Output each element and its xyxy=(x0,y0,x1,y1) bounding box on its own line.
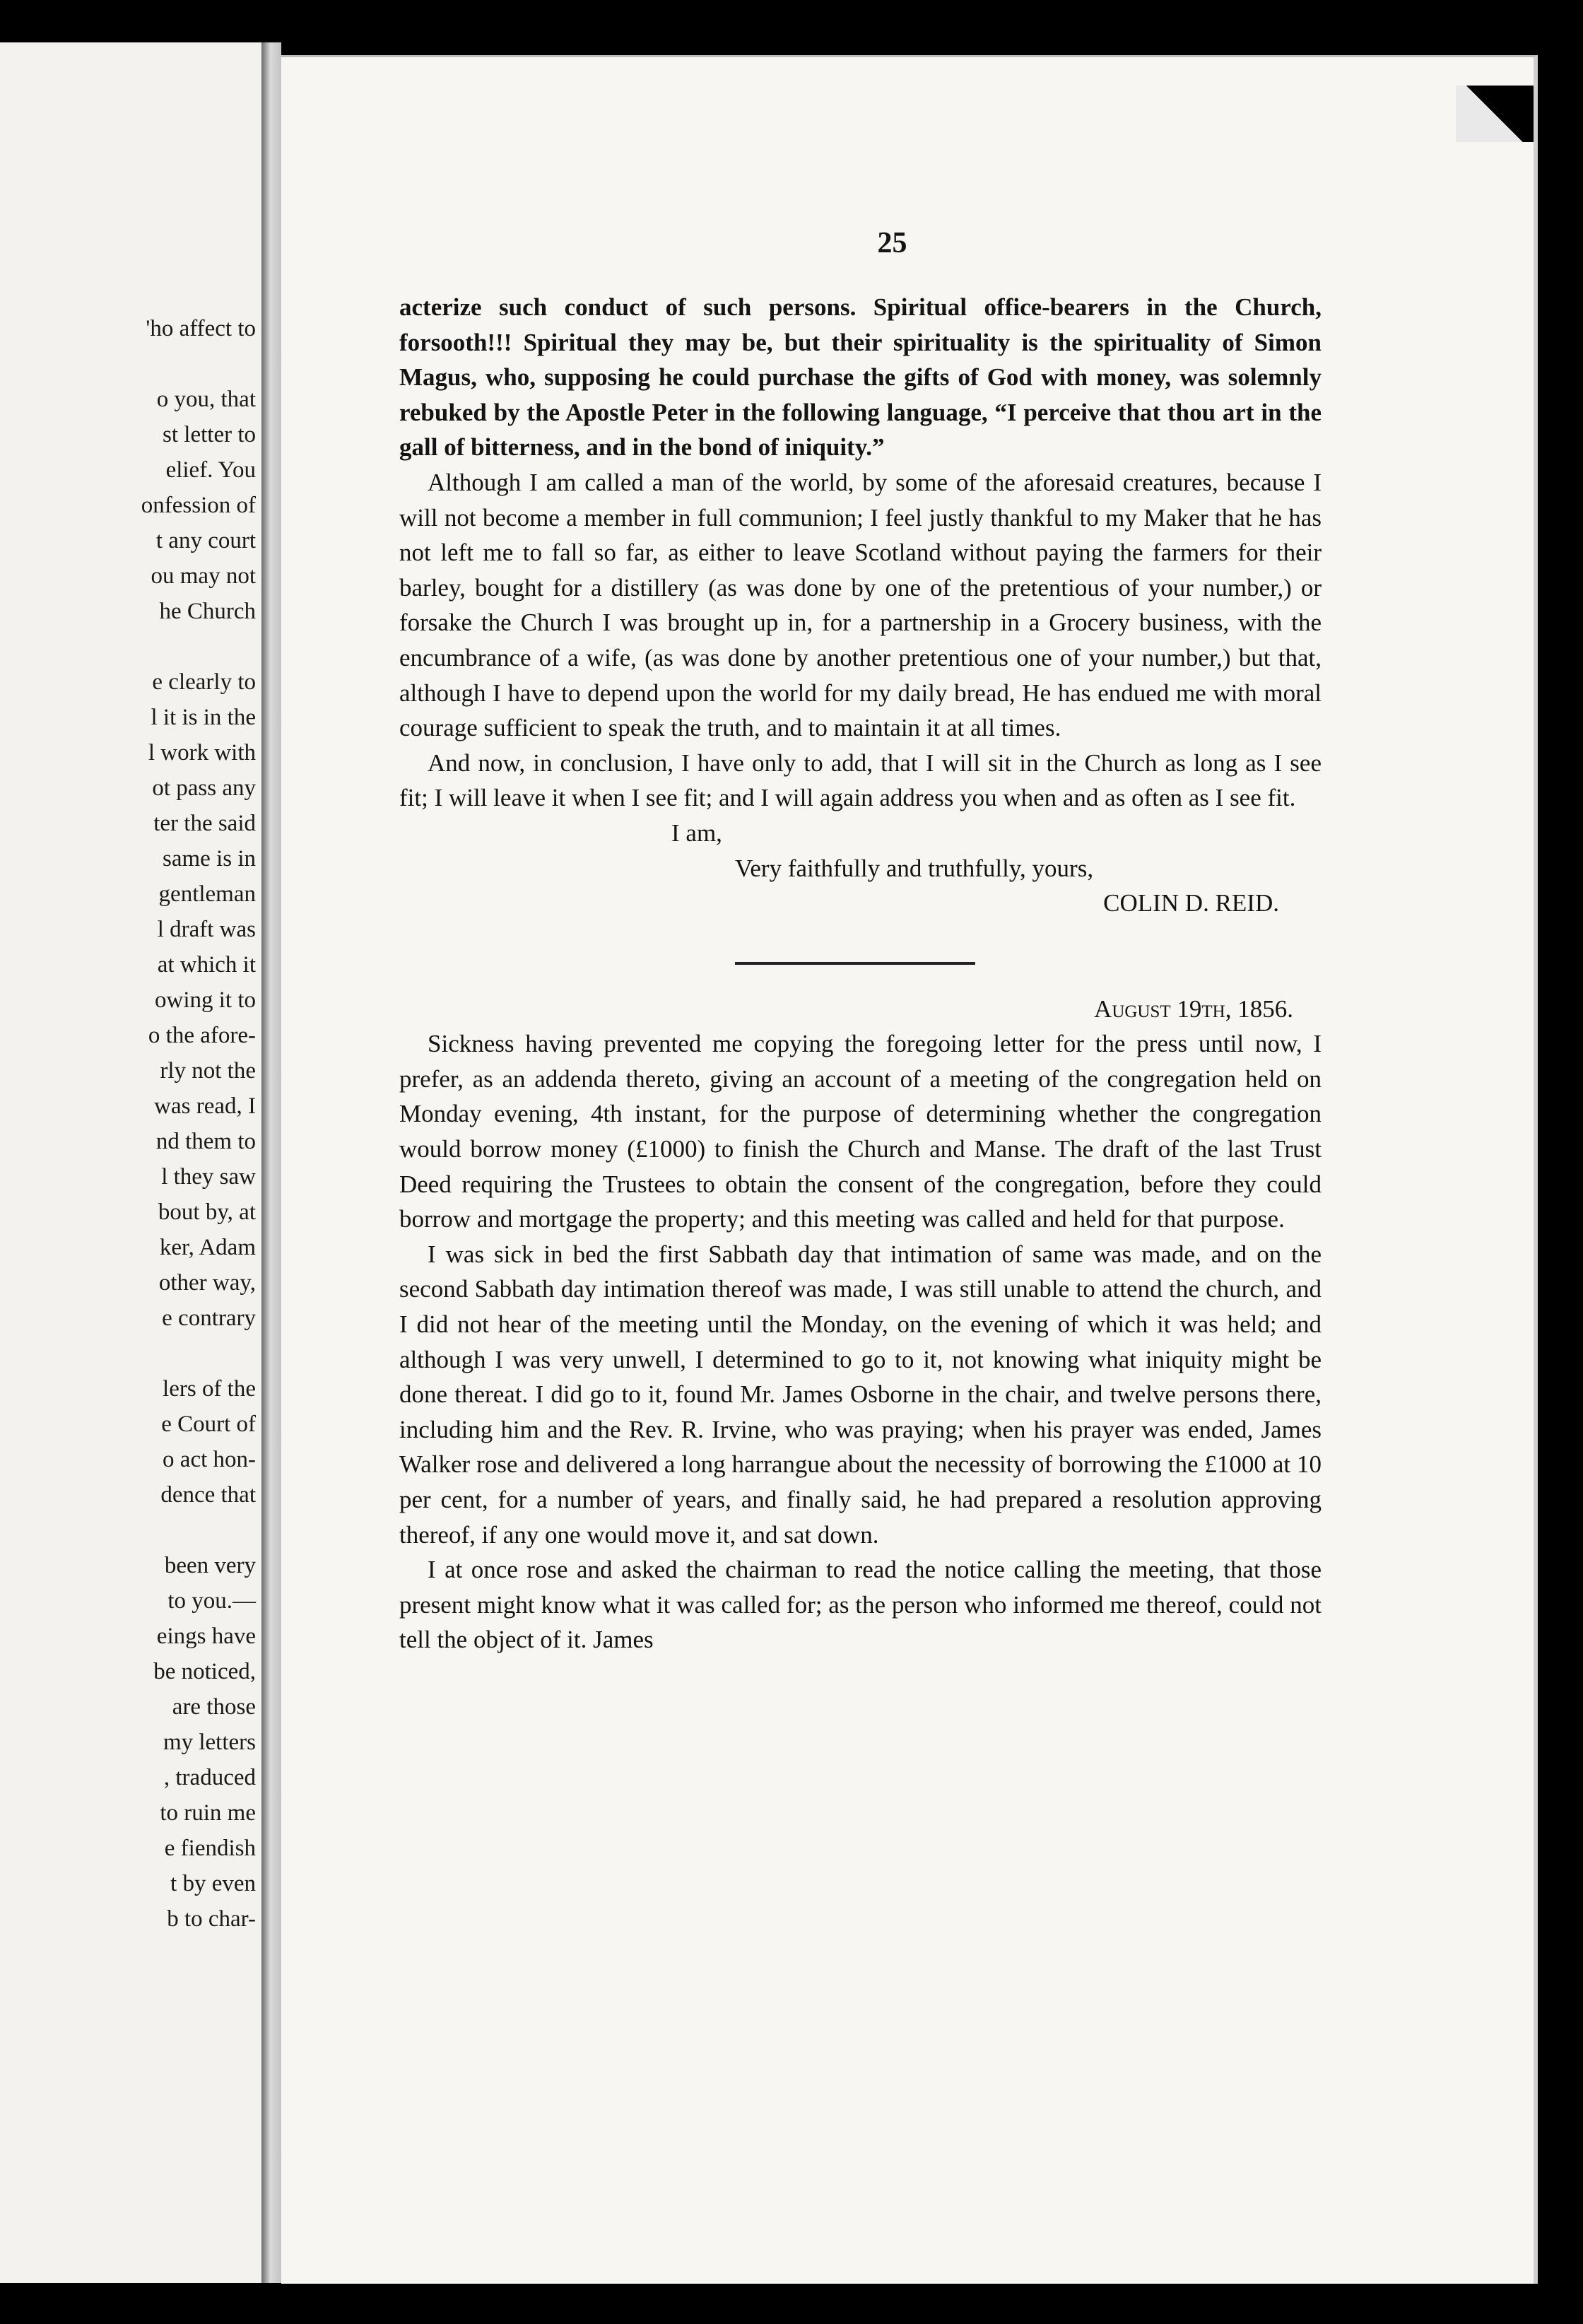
line-gap xyxy=(21,1513,261,1548)
line-gap xyxy=(21,629,261,664)
facing-page-line: other way, xyxy=(158,1270,256,1296)
facing-page-line: o you, that xyxy=(156,387,256,412)
facing-page-line: o the afore- xyxy=(148,1023,256,1048)
facing-page-line: t by even xyxy=(170,1871,256,1896)
facing-page-line: bout by, at xyxy=(158,1199,256,1225)
facing-page-line: e contrary xyxy=(162,1305,256,1331)
facing-page-line: onfession of xyxy=(141,493,256,518)
closing-line: Very faithfully and truthfully, yours, xyxy=(735,854,1094,882)
page-number: 25 xyxy=(877,227,907,259)
paragraph: Although I am called a man of the world, by some of the aforesaid creatures, because I will not become a member in full communion; I feel justly thankful to my Maker that he has not left me to fall so far, as either to leave Scotland without paying the farmers for their barley, bought for a distillery (as was done by one of the pretentious of your number,) or forsake the Church I was brought up in, for a partnership in a Grocery business, with the encumbrance of a wife, (as was done by another pretentious one of your number,) but that, although I have to depend upon the world for my daily bread, He has endued me with moral courage sufficient to speak the truth, and to maintain it at all times. xyxy=(399,468,1322,742)
facing-page-line: my letters xyxy=(163,1730,256,1755)
letter-closing xyxy=(399,816,1322,921)
facing-page-line: eings have xyxy=(156,1624,256,1649)
facing-page-line: e clearly to xyxy=(152,669,256,695)
facing-page-line: are those xyxy=(172,1694,256,1720)
facing-page-line: he Church xyxy=(159,599,256,624)
facing-page-line: ter the said xyxy=(153,811,256,836)
book-gutter xyxy=(261,42,281,2283)
line-gap xyxy=(21,346,261,382)
paragraph: And now, in conclusion, I have only to add, that I will sit in the Church as long as I see fit; I will leave it when I see fit; and I will again address you when and as often as I see fit. xyxy=(399,749,1322,812)
paragraph: acterize such conduct of such persons. Spiritual office-bearers in the Church, forsooth!!! Spiritual they may be, but their spirituality is the spirituality of Simon Magus, who, supposing he could purchase the gifts of God with money, was solemnly rebuked by the Apostle Peter in the following language, “I perceive that thou art in the gall of bitterness, and in the bond of iniquity.” xyxy=(399,293,1322,462)
closing-line: I am, xyxy=(671,818,722,847)
facing-page-line: at which it xyxy=(157,952,256,978)
paragraph: I was sick in bed the first Sabbath day that intimation of same was made, and on the second Sabbath day intimation thereof was made, I was still unable to attend the church, and I did not hear of the meeting until the Monday, on the evening of which it was held; and although I was very unwell, I determined to go to it, not knowing what iniquity might be done thereat. I did go to it, found Mr. James Osborne in the chair, and twelve persons there, including him and the Rev. R. Irvine, who was praying; when his prayer was ended, James Walker rose and delivered a long harrangue about the necessity of borrowing the £1000 at 10 per cent, for a number of years, and finally said, he had prepared a resolution approving thereof, if any one would move it, and sat down. xyxy=(399,1240,1322,1549)
facing-page-line: ker, Adam xyxy=(159,1235,256,1260)
facing-page-line: rly not the xyxy=(160,1058,256,1084)
facing-page-line: be noticed, xyxy=(153,1659,256,1684)
facing-page-line: nd them to xyxy=(155,1129,256,1154)
dateline: August 19th, 1856. xyxy=(1094,994,1293,1023)
facing-page-line: dence that xyxy=(160,1482,256,1508)
facing-page-line: been very xyxy=(164,1553,256,1578)
facing-page-line: to ruin me xyxy=(160,1800,256,1826)
facing-page-line: 'ho affect to xyxy=(146,316,256,341)
facing-page-line: st letter to xyxy=(163,422,256,447)
signature: COLIN D. REID. xyxy=(1103,889,1279,917)
facing-page-line: l draft was xyxy=(157,917,256,942)
page-content xyxy=(399,226,1322,1657)
facing-page-line: was read, I xyxy=(154,1093,256,1119)
facing-page-text xyxy=(21,311,261,1937)
facing-page xyxy=(0,42,261,2283)
divider xyxy=(735,962,975,965)
line-gap xyxy=(21,1336,261,1371)
facing-page-line: owing it to xyxy=(154,987,256,1013)
facing-page-line: to you.— xyxy=(167,1588,256,1614)
facing-page-line: same is in xyxy=(163,846,256,872)
paragraph: Sickness having prevented me copying the foregoing letter for the press until now, I prefer, as an addenda thereto, giving an account of a meeting of the congregation held on Monday evening, 4th instant, for the purpose of determining whether the congregation would borrow money (£1000) to finish the Church and Manse. The draft of the last Trust Deed requiring the Trustees to obtain the consent of the congregation, before they could borrow and mortgage the property; and this meeting was called and held for that purpose. xyxy=(399,1030,1322,1233)
facing-page-line: o act hon- xyxy=(163,1447,256,1472)
facing-page-line: ou may not xyxy=(151,563,256,589)
facing-page-line: e Court of xyxy=(161,1412,256,1437)
page-corner xyxy=(1456,86,1534,142)
facing-page-line: l they saw xyxy=(161,1164,256,1190)
facing-page-line: b to char- xyxy=(167,1906,256,1932)
facing-page-line: elief. You xyxy=(165,457,256,483)
facing-page-line: t any court xyxy=(155,528,256,553)
facing-page-line: gentleman xyxy=(158,881,256,907)
paragraph: I at once rose and asked the chairman to read the notice calling the meeting, that those present might know what it was called for; as the person who informed me thereof, could not tell the object of it. James xyxy=(399,1556,1322,1654)
facing-page-line: ot pass any xyxy=(152,775,256,801)
facing-page-line: l it is in the xyxy=(151,705,256,730)
facing-page-line: lers of the xyxy=(163,1376,256,1402)
facing-page-line: , traduced xyxy=(163,1765,256,1790)
facing-page-line: l work with xyxy=(148,740,256,765)
facing-page-line: e fiendish xyxy=(164,1836,256,1861)
